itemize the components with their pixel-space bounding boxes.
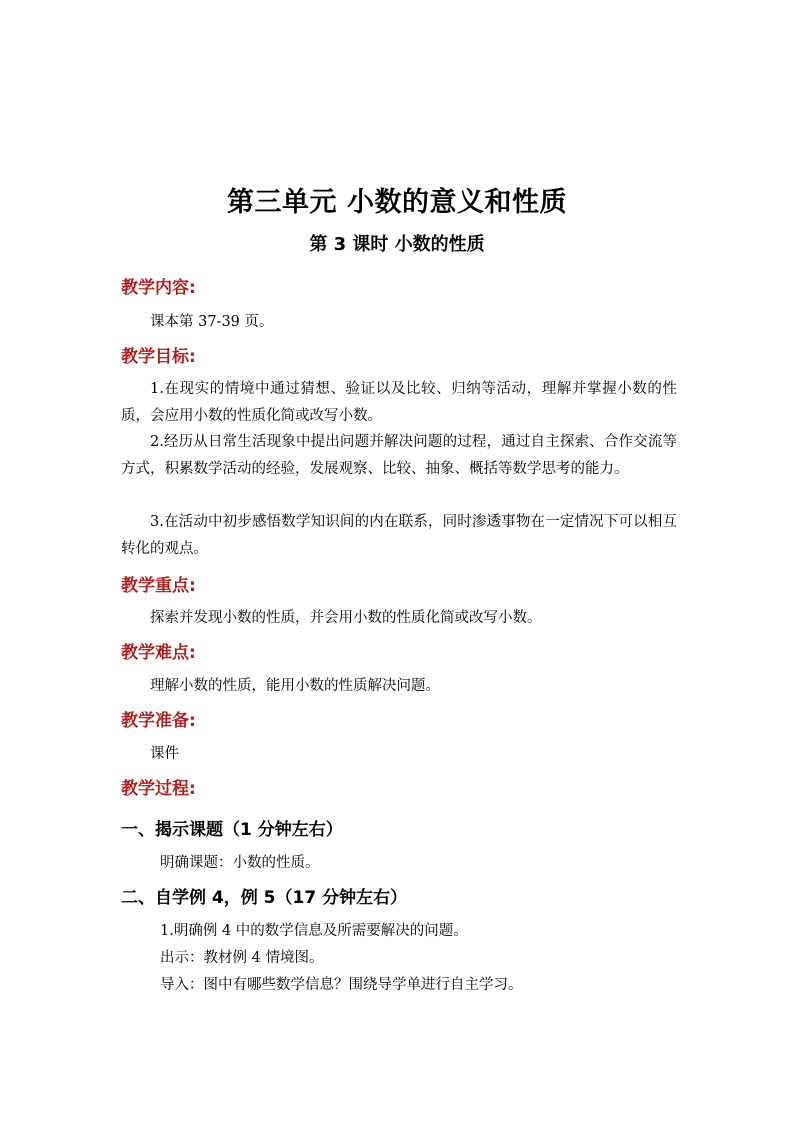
content-text: 课本第 37-39 页。: [150, 314, 274, 330]
process-part2-line-1: 1.明确例 4 中的数学信息及所需要解决的问题。: [160, 923, 468, 939]
preparation-text: 课件: [150, 746, 179, 762]
process-part2-line-2: 出示：教材例 4 情境图。: [160, 950, 324, 966]
objective-item-3: 3.在活动中初步感悟数学知识间的内在联系，同时渗透事物在一定情况下可以相互转化的观点。: [121, 514, 677, 557]
process-part1-title: 一、揭示课题（1 分钟左右）: [121, 820, 343, 840]
process-part1-text: 明确课题：小数的性质。: [160, 855, 320, 871]
key-points-heading: 教学重点:: [121, 576, 196, 596]
process-part2-line-3: 导入：图中有哪些数学信息？围绕导学单进行自主学习。: [160, 977, 523, 993]
document-title: 第三单元 小数的意义和性质: [227, 187, 567, 218]
lesson-subtitle: 第 3 课时 小数的性质: [309, 234, 485, 255]
objective-item-2: 2.经历从日常生活现象中提出问题并解决问题的过程，通过自主探索、合作交流等方式，积累数学活动的经验，发展观察、比较、抽象、概括等数学思考的能力。: [121, 434, 677, 477]
key-points-text: 探索并发现小数的性质，并会用小数的性质化简或改写小数。: [150, 610, 542, 626]
process-heading: 教学过程:: [121, 779, 196, 799]
objective-item-1: 1.在现实的情境中通过猜想、验证以及比较、归纳等活动，理解并掌握小数的性质，会应用小数的性质化简或改写小数。: [121, 381, 677, 424]
difficulties-heading: 教学难点:: [121, 643, 196, 663]
difficulties-text: 理解小数的性质，能用小数的性质解决问题。: [150, 678, 440, 694]
process-part2-title: 二、自学例 4，例 5（17 分钟左右）: [121, 888, 408, 908]
preparation-heading: 教学准备:: [121, 711, 196, 731]
content-heading: 教学内容:: [121, 278, 196, 298]
objectives-heading: 教学目标:: [121, 347, 196, 367]
